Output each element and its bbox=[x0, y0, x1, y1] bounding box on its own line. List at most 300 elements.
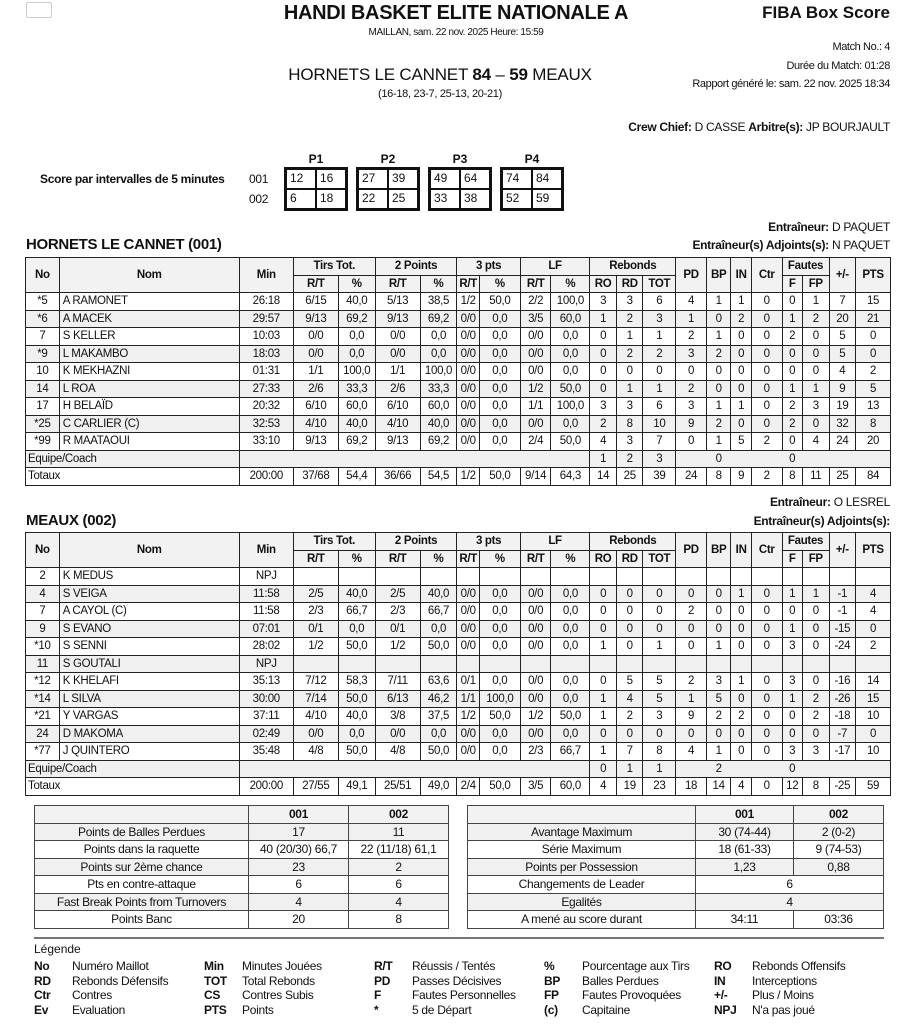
venue-line: MAILLAN, sam. 22 nov. 2025 Heure: 15:59 bbox=[368, 27, 544, 38]
legend-description: Fautes Personnelles bbox=[412, 988, 516, 1002]
stat-cell: 0 bbox=[782, 363, 802, 381]
stat-cell: 5 bbox=[643, 673, 676, 691]
stat-cell: 0,0 bbox=[551, 585, 590, 603]
stat-cell: 0,0 bbox=[479, 310, 520, 328]
stat-cell: 2 bbox=[676, 603, 707, 621]
summary-row bbox=[35, 858, 449, 876]
stat-cell: 50,0 bbox=[338, 638, 375, 656]
stat-cell: 0/0 bbox=[293, 328, 338, 346]
legend-description: Minutes Jouées bbox=[242, 959, 322, 973]
column-header: F bbox=[782, 275, 802, 293]
stat-cell: 1 bbox=[643, 638, 676, 656]
stat-cell: 0 bbox=[731, 725, 751, 743]
summary-header bbox=[468, 806, 696, 824]
stat-cell: 0 bbox=[590, 585, 617, 603]
interval-score-cell: 22 bbox=[358, 189, 388, 209]
stat-cell: 0 bbox=[731, 690, 751, 708]
interval-score-cell: 33 bbox=[430, 189, 460, 209]
stat-cell: 0/0 bbox=[457, 310, 479, 328]
column-header: FP bbox=[802, 275, 829, 293]
player-row[interactable] bbox=[26, 725, 891, 743]
stat-cell: 0,0 bbox=[420, 620, 457, 638]
column-header: RD bbox=[616, 275, 643, 293]
stat-cell: 0 bbox=[751, 673, 782, 691]
total-cell: 25/51 bbox=[375, 778, 420, 796]
summary-value: 23 bbox=[249, 858, 349, 876]
team-coach-row bbox=[26, 450, 891, 468]
summary-value: 40 (20/30) 66,7 bbox=[249, 841, 349, 859]
total-cell: 19 bbox=[616, 778, 643, 796]
column-header: % bbox=[420, 275, 457, 293]
column-header: R/T bbox=[293, 275, 338, 293]
summary-value: 20 bbox=[249, 911, 349, 929]
legend-key: * bbox=[374, 1002, 379, 1017]
stat-cell: 0 bbox=[590, 620, 617, 638]
stat-cell: 1 bbox=[706, 293, 731, 311]
summary-value: 9 (74-53) bbox=[794, 841, 884, 859]
player-row[interactable] bbox=[26, 380, 891, 398]
stat-cell: 1 bbox=[706, 328, 731, 346]
interval-score-cell: 12 bbox=[286, 169, 316, 189]
player-row[interactable] bbox=[26, 398, 891, 416]
stat-cell: 1 bbox=[616, 328, 643, 346]
legend-key: PD bbox=[374, 973, 391, 988]
stat-cell: 0,0 bbox=[479, 743, 520, 761]
total-cell: 84 bbox=[856, 468, 891, 486]
player-row[interactable] bbox=[26, 363, 891, 381]
stat-cell: 0 bbox=[802, 673, 829, 691]
stat-cell: 3 bbox=[616, 398, 643, 416]
team-row-label: Equipe/Coach bbox=[26, 450, 240, 468]
column-header: Fautes bbox=[782, 533, 829, 551]
stat-cell: 3 bbox=[782, 673, 802, 691]
summary-row bbox=[468, 876, 884, 894]
stat-cell: 0/0 bbox=[457, 328, 479, 346]
stat-cell: 9/13 bbox=[375, 433, 420, 451]
stat-cell: *25 bbox=[26, 415, 60, 433]
stat-cell: 0,0 bbox=[479, 345, 520, 363]
team2-coach bbox=[770, 495, 890, 509]
stat-cell: 13 bbox=[856, 398, 891, 416]
stat-cell: 58,3 bbox=[338, 673, 375, 691]
summary-label: Points sur 2ème chance bbox=[35, 858, 249, 876]
stat-cell: 0 bbox=[731, 743, 751, 761]
stat-cell: 0 bbox=[706, 450, 731, 468]
summary-row bbox=[35, 876, 449, 894]
player-name: C CARLIER (C) bbox=[59, 415, 239, 433]
empty-cell bbox=[676, 760, 707, 778]
stat-cell: 7 bbox=[26, 328, 60, 346]
player-name: R MAATAOUI bbox=[59, 433, 239, 451]
legend-description: Plus / Moins bbox=[752, 988, 814, 1002]
interval-score-cell: 38 bbox=[460, 189, 490, 209]
stat-cell: 0 bbox=[751, 415, 782, 433]
stat-cell: 2 bbox=[706, 415, 731, 433]
column-header: % bbox=[479, 275, 520, 293]
stat-cell: 1 bbox=[802, 293, 829, 311]
stat-cell: 2/5 bbox=[375, 585, 420, 603]
stat-cell: 60,0 bbox=[338, 398, 375, 416]
stat-cell: 0 bbox=[751, 345, 782, 363]
player-row[interactable] bbox=[26, 345, 891, 363]
stat-cell bbox=[457, 655, 479, 673]
stat-cell: 1/1 bbox=[375, 363, 420, 381]
stat-cell: 7 bbox=[643, 433, 676, 451]
column-header: 3 pts bbox=[457, 258, 520, 276]
stat-cell bbox=[590, 568, 617, 586]
stat-cell: 0 bbox=[856, 328, 891, 346]
legend-description: Rebonds Défensifs bbox=[72, 973, 169, 988]
summary-label: Pts en contre-attaque bbox=[35, 876, 249, 894]
team2-box-table bbox=[25, 532, 891, 796]
stat-cell: 3 bbox=[676, 398, 707, 416]
legend-description: Balles Perdues bbox=[582, 973, 659, 988]
total-cell: 60,0 bbox=[551, 778, 590, 796]
stat-cell: 50,0 bbox=[479, 708, 520, 726]
stat-cell: 33,3 bbox=[338, 380, 375, 398]
stat-cell: *6 bbox=[26, 310, 60, 328]
stat-cell: 1 bbox=[782, 585, 802, 603]
stat-cell: 1/2 bbox=[457, 708, 479, 726]
stat-cell: 1 bbox=[782, 380, 802, 398]
stat-cell bbox=[676, 655, 707, 673]
stat-cell: 4 bbox=[590, 433, 617, 451]
legend-key: NPJ bbox=[714, 1002, 737, 1017]
stat-cell: 1 bbox=[643, 380, 676, 398]
stat-cell: 50,0 bbox=[479, 293, 520, 311]
player-name: J QUINTERO bbox=[59, 743, 239, 761]
summary-header: 002 bbox=[794, 806, 884, 824]
column-header: RO bbox=[590, 275, 617, 293]
column-header: Min bbox=[239, 258, 293, 293]
stat-cell: 5 bbox=[856, 380, 891, 398]
stat-cell: 3 bbox=[590, 293, 617, 311]
column-header: LF bbox=[520, 533, 590, 551]
stat-cell: 30:00 bbox=[239, 690, 293, 708]
stat-cell bbox=[856, 568, 891, 586]
legend-description: Points bbox=[242, 1002, 274, 1017]
player-row[interactable] bbox=[26, 415, 891, 433]
player-row[interactable] bbox=[26, 585, 891, 603]
period-score-box bbox=[356, 167, 420, 211]
player-name: S EVANO bbox=[59, 620, 239, 638]
stat-cell: 0,0 bbox=[551, 620, 590, 638]
stat-cell: 15 bbox=[856, 690, 891, 708]
summary-row bbox=[35, 911, 449, 929]
stat-cell: 5 bbox=[616, 673, 643, 691]
stat-cell: 21 bbox=[856, 310, 891, 328]
stat-cell: 40,0 bbox=[338, 415, 375, 433]
summary-right-table bbox=[467, 805, 884, 929]
stat-cell: 0/0 bbox=[457, 638, 479, 656]
stat-cell: 0 bbox=[590, 345, 617, 363]
empty-cell bbox=[239, 450, 590, 468]
stat-cell: 2/4 bbox=[520, 433, 551, 451]
stat-cell: 0 bbox=[731, 363, 751, 381]
stat-cell: 7 bbox=[829, 293, 856, 311]
stat-cell: 1/2 bbox=[293, 638, 338, 656]
column-header: % bbox=[420, 550, 457, 568]
referees-value: JP BOURJAULT bbox=[806, 120, 890, 134]
total-cell: 50,0 bbox=[479, 778, 520, 796]
stat-cell: 7 bbox=[26, 603, 60, 621]
stat-cell: 01:31 bbox=[239, 363, 293, 381]
stat-cell: 0,0 bbox=[338, 725, 375, 743]
stat-cell: 3/5 bbox=[520, 310, 551, 328]
stat-cell: 1 bbox=[782, 620, 802, 638]
stat-cell: 0/0 bbox=[293, 725, 338, 743]
stat-cell: 0/0 bbox=[375, 725, 420, 743]
stat-cell: 35:48 bbox=[239, 743, 293, 761]
stat-cell: *99 bbox=[26, 433, 60, 451]
interval-score-cell: 25 bbox=[388, 189, 418, 209]
stat-cell: 0 bbox=[802, 363, 829, 381]
player-row[interactable] bbox=[26, 673, 891, 691]
totals-row bbox=[26, 468, 891, 486]
interval-score-cell: 52 bbox=[502, 189, 532, 209]
stat-cell: 60,0 bbox=[420, 398, 457, 416]
player-name: S GOUTALI bbox=[59, 655, 239, 673]
player-name: L ROA bbox=[59, 380, 239, 398]
stat-cell: 6 bbox=[643, 398, 676, 416]
stat-cell: 0/0 bbox=[457, 415, 479, 433]
stat-cell: 33,3 bbox=[420, 380, 457, 398]
stat-cell: 4/8 bbox=[375, 743, 420, 761]
stat-cell: 6 bbox=[643, 293, 676, 311]
stat-cell bbox=[731, 568, 751, 586]
stat-cell: 0,0 bbox=[479, 433, 520, 451]
stat-cell: 1/2 bbox=[520, 380, 551, 398]
stat-cell: 4 bbox=[26, 585, 60, 603]
player-name: K KHELAFI bbox=[59, 673, 239, 691]
stat-cell: 0/0 bbox=[457, 433, 479, 451]
stat-cell: 20 bbox=[829, 310, 856, 328]
column-header: Nom bbox=[59, 533, 239, 568]
stat-cell: 9 bbox=[676, 415, 707, 433]
coach-name: O LESREL bbox=[833, 495, 890, 509]
stat-cell: 1 bbox=[782, 690, 802, 708]
stat-cell bbox=[643, 568, 676, 586]
stat-cell bbox=[293, 655, 338, 673]
stat-cell: 15 bbox=[856, 293, 891, 311]
legend-key: Ctr bbox=[34, 988, 51, 1002]
stat-cell: 8 bbox=[856, 415, 891, 433]
stat-cell: 1 bbox=[782, 310, 802, 328]
stat-cell: 4 bbox=[676, 293, 707, 311]
column-header: PD bbox=[676, 258, 707, 293]
stat-cell: 2 bbox=[782, 328, 802, 346]
stat-cell: 11:58 bbox=[239, 585, 293, 603]
stat-cell: 9 bbox=[676, 708, 707, 726]
stat-cell: 0 bbox=[751, 328, 782, 346]
competition-title: HANDI BASKET ELITE NATIONALE A bbox=[283, 2, 629, 24]
total-cell: 200:00 bbox=[239, 468, 293, 486]
stat-cell: 0 bbox=[616, 585, 643, 603]
stat-cell: 0 bbox=[751, 690, 782, 708]
stat-cell: 0 bbox=[802, 415, 829, 433]
stat-cell: 2 bbox=[676, 328, 707, 346]
stat-cell bbox=[643, 655, 676, 673]
stat-cell: 0 bbox=[676, 585, 707, 603]
stat-cell: 0,0 bbox=[479, 398, 520, 416]
stat-cell: 0 bbox=[751, 310, 782, 328]
stat-cell bbox=[829, 655, 856, 673]
doc-type-label: FIBA Box Score bbox=[762, 3, 890, 22]
stat-cell bbox=[551, 655, 590, 673]
player-row[interactable] bbox=[26, 328, 891, 346]
stat-cell: 50,0 bbox=[420, 743, 457, 761]
empty-cell bbox=[676, 450, 707, 468]
stat-cell: 3 bbox=[643, 310, 676, 328]
column-header: PD bbox=[676, 533, 707, 568]
player-row[interactable] bbox=[26, 293, 891, 311]
stat-cell: 3 bbox=[782, 743, 802, 761]
stat-cell bbox=[782, 655, 802, 673]
legend-key: R/T bbox=[374, 959, 393, 973]
stat-cell bbox=[375, 655, 420, 673]
player-row[interactable] bbox=[26, 708, 891, 726]
stat-cell bbox=[676, 568, 707, 586]
stat-cell: 2 bbox=[706, 760, 731, 778]
total-cell: 25 bbox=[829, 468, 856, 486]
column-header: % bbox=[338, 550, 375, 568]
stat-cell: 0 bbox=[590, 363, 617, 381]
stat-cell: 0,0 bbox=[479, 415, 520, 433]
stat-cell: 2 bbox=[26, 568, 60, 586]
legend-description: Interceptions bbox=[752, 973, 817, 988]
stat-cell: 2/6 bbox=[293, 380, 338, 398]
player-name: A CAYOL (C) bbox=[59, 603, 239, 621]
player-name: S SENNI bbox=[59, 638, 239, 656]
player-row[interactable] bbox=[26, 310, 891, 328]
stat-cell: 2 bbox=[856, 363, 891, 381]
stat-cell: -18 bbox=[829, 708, 856, 726]
legend-description: Total Rebonds bbox=[242, 973, 315, 988]
column-header: 2 Points bbox=[375, 533, 457, 551]
stat-cell: 0 bbox=[676, 725, 707, 743]
stat-cell: 0 bbox=[782, 603, 802, 621]
summary-value: 0,88 bbox=[794, 858, 884, 876]
stat-cell: 66,7 bbox=[551, 743, 590, 761]
summary-value: 6 bbox=[349, 876, 449, 894]
player-name: K MEDUS bbox=[59, 568, 239, 586]
crew-chief-label: Crew Chief: bbox=[628, 120, 692, 134]
legend-description: N'a pas joué bbox=[752, 1002, 815, 1017]
interval-score-cell: 74 bbox=[502, 169, 532, 189]
summary-row bbox=[35, 893, 449, 911]
stat-cell: 07:01 bbox=[239, 620, 293, 638]
column-header: FP bbox=[802, 550, 829, 568]
stat-cell bbox=[479, 655, 520, 673]
stat-cell: 0/0 bbox=[520, 725, 551, 743]
stat-cell: 0 bbox=[856, 345, 891, 363]
player-row[interactable] bbox=[26, 620, 891, 638]
column-header: % bbox=[338, 275, 375, 293]
stat-cell bbox=[293, 568, 338, 586]
stat-cell: 0/0 bbox=[457, 363, 479, 381]
stat-cell: 0/0 bbox=[520, 673, 551, 691]
stat-cell: *5 bbox=[26, 293, 60, 311]
player-row[interactable] bbox=[26, 568, 891, 586]
stat-cell: 3 bbox=[643, 708, 676, 726]
player-row[interactable] bbox=[26, 690, 891, 708]
column-header: Nom bbox=[59, 258, 239, 293]
stat-cell: 50,0 bbox=[551, 380, 590, 398]
summary-row bbox=[468, 893, 884, 911]
player-row[interactable] bbox=[26, 743, 891, 761]
stat-cell: 0/0 bbox=[375, 328, 420, 346]
total-cell: 8 bbox=[706, 468, 731, 486]
legend-key: PTS bbox=[204, 1002, 227, 1017]
summary-header: 001 bbox=[249, 806, 349, 824]
stat-cell: 24 bbox=[26, 725, 60, 743]
stat-cell: 3 bbox=[616, 293, 643, 311]
summary-label: Points dans la raquette bbox=[35, 841, 249, 859]
total-cell: 200:00 bbox=[239, 778, 293, 796]
stat-cell: 0,0 bbox=[551, 673, 590, 691]
stat-cell: 0/0 bbox=[457, 620, 479, 638]
stat-cell: 0 bbox=[706, 310, 731, 328]
stat-cell: 6/10 bbox=[375, 398, 420, 416]
legend-description: Evaluation bbox=[72, 1002, 126, 1017]
interval-score-cell: 59 bbox=[532, 189, 562, 209]
stat-cell: 0 bbox=[731, 345, 751, 363]
stat-cell: 02:49 bbox=[239, 725, 293, 743]
stat-cell: 0 bbox=[616, 620, 643, 638]
column-header: No bbox=[26, 258, 60, 293]
stat-cell: 37:11 bbox=[239, 708, 293, 726]
summary-row bbox=[35, 841, 449, 859]
coach-label: Entraîneur: bbox=[769, 495, 831, 509]
stat-cell: 0 bbox=[706, 603, 731, 621]
stat-cell: 14 bbox=[856, 673, 891, 691]
stat-cell: 69,2 bbox=[338, 310, 375, 328]
stat-cell: 100,0 bbox=[420, 363, 457, 381]
legend-description: 5 de Départ bbox=[412, 1002, 472, 1017]
player-row[interactable] bbox=[26, 603, 891, 621]
player-row[interactable] bbox=[26, 655, 891, 673]
stat-cell: 0/1 bbox=[457, 673, 479, 691]
stat-cell: 14 bbox=[26, 380, 60, 398]
stat-cell: 7/14 bbox=[293, 690, 338, 708]
team1-coach bbox=[768, 220, 890, 234]
player-row[interactable] bbox=[26, 638, 891, 656]
total-cell: 27/55 bbox=[293, 778, 338, 796]
stat-cell: 63,6 bbox=[420, 673, 457, 691]
column-header: BP bbox=[706, 258, 731, 293]
interval-score-cell: 64 bbox=[460, 169, 490, 189]
stat-cell: 2 bbox=[616, 450, 643, 468]
stat-cell: 7 bbox=[616, 743, 643, 761]
stat-cell: 20 bbox=[856, 433, 891, 451]
stat-cell bbox=[802, 568, 829, 586]
stat-cell: 1 bbox=[731, 398, 751, 416]
stat-cell: 0 bbox=[782, 708, 802, 726]
summary-label: Points per Possession bbox=[468, 858, 696, 876]
summary-value: 8 bbox=[349, 911, 449, 929]
stat-cell: 0 bbox=[616, 725, 643, 743]
stat-cell: 24 bbox=[829, 433, 856, 451]
stat-cell: 0,0 bbox=[420, 328, 457, 346]
total-cell: 37/68 bbox=[293, 468, 338, 486]
summary-value: 03:36 bbox=[794, 911, 884, 929]
stat-cell: 19 bbox=[829, 398, 856, 416]
player-row[interactable] bbox=[26, 433, 891, 451]
stat-cell: 0/0 bbox=[520, 415, 551, 433]
stat-cell: 69,2 bbox=[420, 310, 457, 328]
stat-cell: 0 bbox=[856, 620, 891, 638]
stat-cell: 0 bbox=[731, 415, 751, 433]
